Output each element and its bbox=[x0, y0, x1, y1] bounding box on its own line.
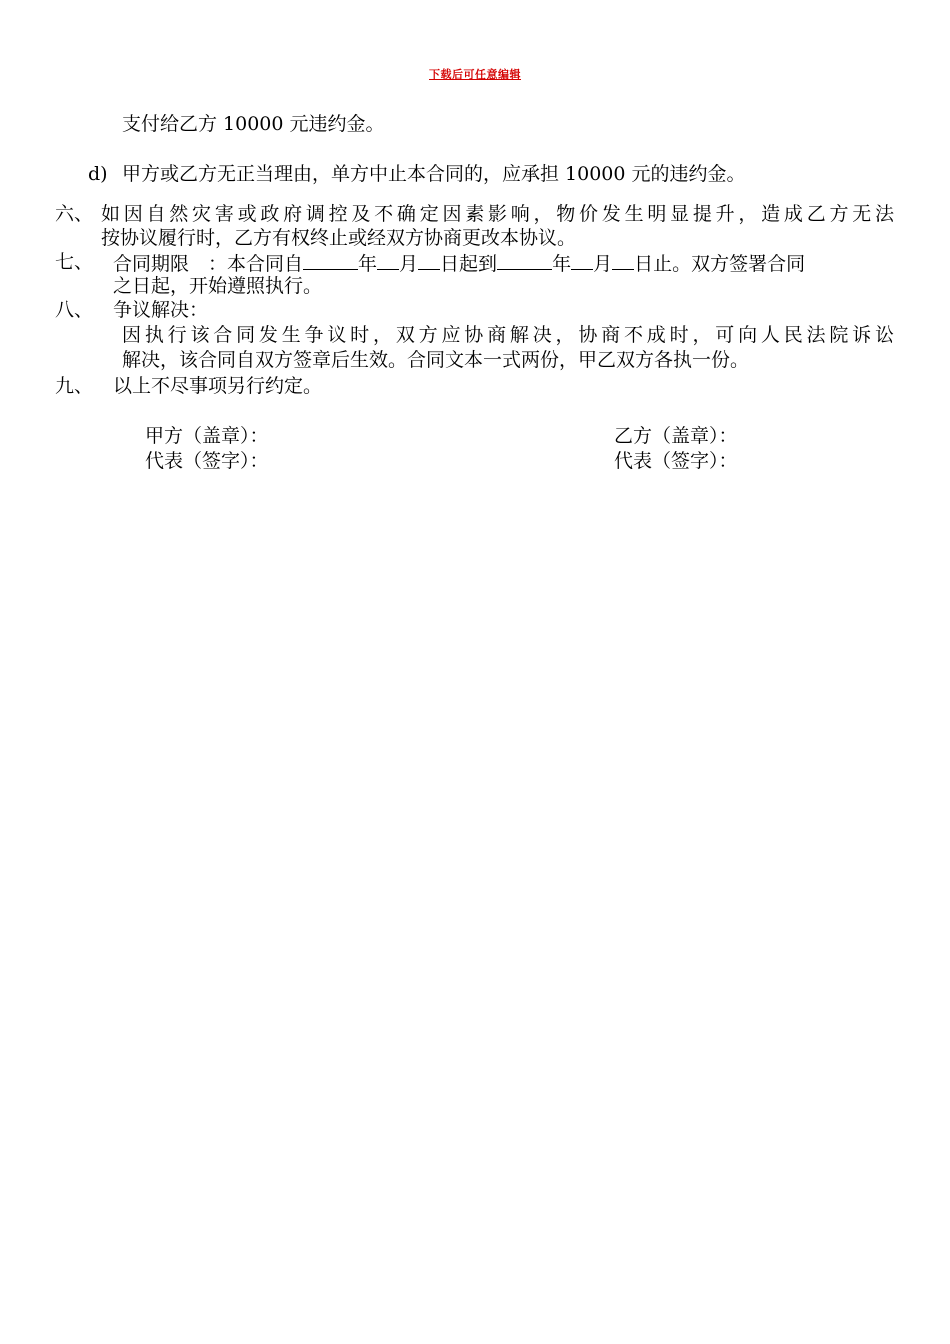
clause-seven-number: 七、 bbox=[55, 251, 94, 273]
clause-eight-line2: 解决，该合同自双方签章后生效。合同文本一式两份，甲乙双方各执一份。 bbox=[122, 349, 750, 371]
start-month-blank[interactable] bbox=[377, 250, 399, 270]
end-day-label: 日止。双方签署合同 bbox=[634, 253, 806, 275]
end-year-label: 年 bbox=[552, 253, 572, 275]
party-a-seal-label: 甲方（盖章）： bbox=[145, 425, 269, 447]
clause-seven-line1 bbox=[113, 250, 805, 276]
clause-c-continuation: 支付给乙方 10000 元违约金。 bbox=[122, 113, 385, 135]
clause-six-line1: 如因自然灾害或政府调控及不确定因素影响，物价发生明显提升，造成乙方无法 bbox=[101, 203, 894, 225]
editable-download-header: 下载后可任意编辑 bbox=[429, 68, 521, 81]
clause-eight-title: 争议解决： bbox=[113, 299, 209, 321]
end-day-blank[interactable] bbox=[612, 250, 634, 270]
end-month-label: 月 bbox=[593, 253, 613, 275]
party-b-seal-label: 乙方（盖章）： bbox=[614, 425, 738, 447]
clause-d-marker: d) bbox=[88, 163, 108, 185]
end-month-blank[interactable] bbox=[571, 250, 593, 270]
clause-six-number: 六、 bbox=[55, 203, 94, 225]
start-day-blank[interactable] bbox=[418, 250, 440, 270]
start-month-label: 月 bbox=[399, 253, 419, 275]
clause-d-text: 甲方或乙方无正当理由，单方中止本合同的，应承担 10000 元的违约金。 bbox=[122, 163, 746, 185]
contract-term-label: 合同期限 ：本合同自 bbox=[113, 253, 304, 275]
clause-nine-text: 以上不尽事项另行约定。 bbox=[113, 375, 323, 397]
clause-eight-number: 八、 bbox=[55, 299, 94, 321]
clause-nine-number: 九、 bbox=[55, 375, 94, 397]
start-day-label: 日起到 bbox=[440, 253, 498, 275]
clause-six-line2: 按协议履行时，乙方有权终止或经双方协商更改本协议。 bbox=[101, 227, 577, 249]
party-a-signature-label: 代表（签字）： bbox=[145, 450, 269, 472]
clause-eight-line1: 因执行该合同发生争议时，双方应协商解决，协商不成时，可向人民法院诉讼 bbox=[122, 324, 894, 346]
end-year-blank[interactable] bbox=[497, 250, 552, 270]
party-b-signature-label: 代表（签字）： bbox=[614, 450, 738, 472]
clause-seven-line2: 之日起，开始遵照执行。 bbox=[113, 275, 323, 297]
start-year-blank[interactable] bbox=[303, 250, 358, 270]
start-year-label: 年 bbox=[358, 253, 378, 275]
